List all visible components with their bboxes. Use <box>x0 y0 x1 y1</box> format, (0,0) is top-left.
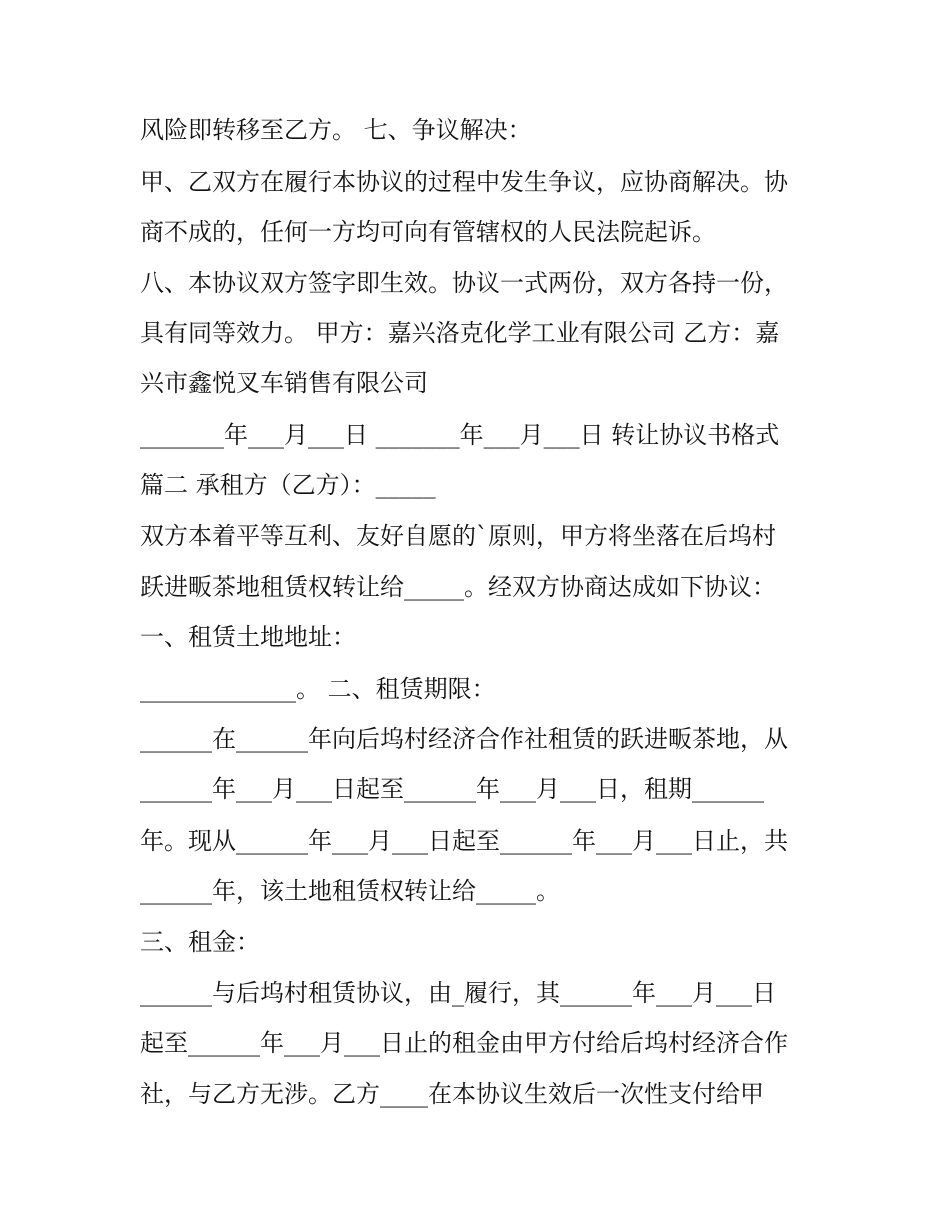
text-line: ______与后坞村租赁协议，由_履行，其______年___月___日 <box>140 979 776 1007</box>
text-line: ______在______年向后坞村经济合作社租赁的跃进畈茶地，从 <box>140 725 788 753</box>
text-line: _______年___月___日 _______年___月___日 转让协议书格式 <box>140 421 780 449</box>
text-line: 风险即转移至乙方。 七、争议解决： <box>140 116 532 144</box>
text-line: ______年，该土地租赁权转让给_____。 <box>140 877 560 905</box>
text-line: 甲、乙双方在履行本协议的过程中发生争议，应协商解决。协 <box>140 168 788 196</box>
text-line: _____________。 二、租赁期限： <box>140 675 496 703</box>
text-line: 双方本着平等互利、友好自愿的`原则，甲方将坐落在后坞村 <box>140 522 776 550</box>
text-line: 八、本协议双方签字即生效。协议一式两份，双方各持一份， <box>140 269 788 297</box>
text-line: 具有同等效力。 甲方：嘉兴洛克化学工业有限公司 乙方：嘉 <box>140 319 780 347</box>
text-line: 社，与乙方无涉。乙方____在本协议生效后一次性支付给甲 <box>140 1080 764 1108</box>
text-line: 兴市鑫悦叉车销售有限公司 <box>140 369 428 397</box>
text-line: 年。现从______年___月___日起至______年___月___日止，共 <box>140 827 788 855</box>
text-line: 篇二 承租方（乙方）：_____ <box>140 471 436 499</box>
text-line: 一、租赁土地地址： <box>140 623 356 651</box>
text-line: 起至______年___月___日止的租金由甲方付给后坞村经济合作 <box>140 1029 788 1057</box>
text-line: ______年___月___日起至______年___月___日，租期______ <box>140 775 764 803</box>
text-line: 商不成的，任何一方均可向有管辖权的人民法院起诉。 <box>140 218 716 246</box>
text-line: 三、租金： <box>140 928 260 956</box>
text-line: 跃进畈茶地租赁权转让给_____。经双方协商达成如下协议： <box>140 573 776 601</box>
